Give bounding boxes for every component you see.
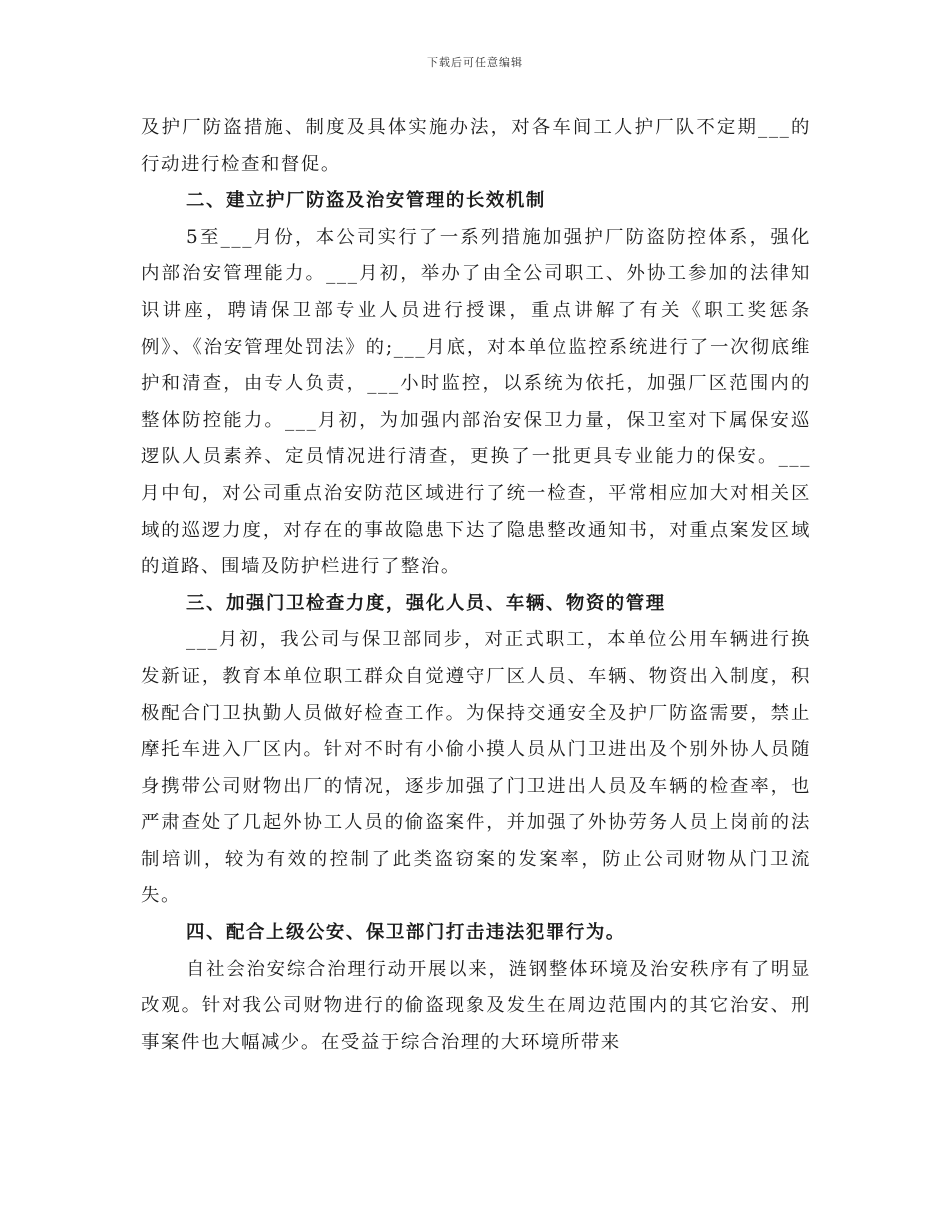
page-header: 下载后可任意编辑: [427, 56, 523, 69]
section-3-heading: 三、加强门卫检查力度，强化人员、车辆、物资的管理: [186, 592, 666, 614]
section-2-paragraph: 5至___月份，本公司实行了一系列措施加强护厂防盗防控体系，强化内部治安管理能力。___月初，举办了由全公司职工、外协工参加的法律知识讲座，聘请保卫部专业人员进行授课，重点讲解了有关《职工奖惩条例》、《治安管理处罚法》的;___月底，对本单位监控系统进行了一次彻底维护和清查，由专人负责，___小时监控，以系统为依托，加强厂区范围内的整体防控能力。___月初，为加强内部治安保卫力量，保卫室对下属保安巡逻队人员素养、定员情况进行清查，更换了一批更具专业能力的保安。___月中旬，对公司重点治安防范区域进行了统一检查，平常相应加大对相关区域的巡逻力度，对存在的事故隐患下达了隐患整改通知书，对重点案发区域的道路、围墙及防护栏进行了整治。: [141, 226, 811, 578]
section-4-paragraph: 自社会治安综合治理行动开展以来，涟钢整体环境及治安秩序有了明显改观。针对我公司财物进行的偷盗现象及发生在周边范围内的其它治安、刑事案件也大幅减少。在受益于综合治理的大环境所带来: [141, 958, 811, 1053]
section-2-heading: 二、建立护厂防盗及治安管理的长效机制: [186, 190, 546, 212]
document-body: [141, 110, 811, 1061]
section-3-paragraph: ___月初，我公司与保卫部同步，对正式职工，本单位公用车辆进行换发新证，教育本单位职工群众自觉遵守厂区人员、车辆、物资出入制度，积极配合门卫执勤人员做好检查工作。为保持交通安全及护厂防盗需要，禁止摩托车进入厂区内。针对不时有小偷小摸人员从门卫进出及个别外协人员随身携带公司财物出厂的情况，逐步加强了门卫进出人员及车辆的检查率，也严肃查处了几起外协工人员的偷盗案件，并加强了外协劳务人员上岗前的法制培训，较为有效的控制了此类盗窃案的发案率，防止公司财物从门卫流失。: [141, 629, 811, 907]
section-4-heading: 四、配合上级公安、保卫部门打击违法犯罪行为。: [186, 922, 626, 944]
intro-paragraph: 及护厂防盗措施、制度及具体实施办法，对各车间工人护厂队不定期___的行动进行检查和督促。: [141, 117, 811, 175]
